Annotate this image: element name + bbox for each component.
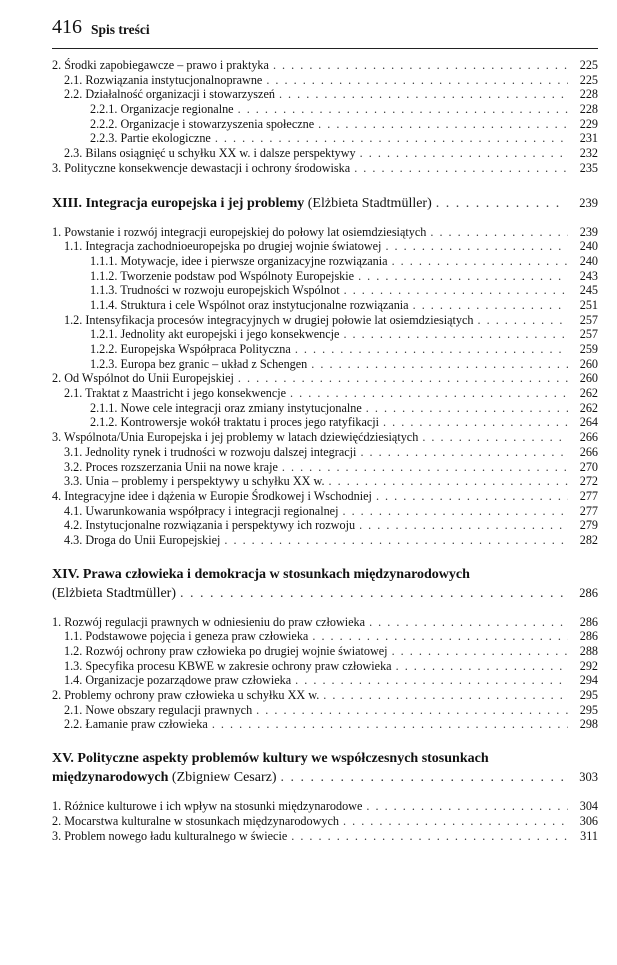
leader-dots [359, 518, 568, 533]
toc-entry[interactable] [52, 814, 598, 829]
toc-entry[interactable] [52, 688, 598, 703]
toc-entry-page: 260 [579, 371, 598, 386]
toc-entry-title: 2.3. Bilans osiągnięć u schyłku XX w. i dalsze perspektywy [64, 146, 356, 161]
toc-entry[interactable] [52, 401, 598, 416]
toc-entry-title: 3. Wspólnota/Unia Europejska i jej problemy w latach dziewięćdziesiątych [52, 430, 419, 445]
toc-entry[interactable] [52, 298, 598, 313]
toc-entry-page: 232 [579, 146, 598, 161]
toc-entry-title: 2.1. Traktat z Maastricht i jego konsekwencje [64, 386, 287, 401]
toc-entry[interactable] [52, 239, 598, 254]
toc-entry-page: 266 [579, 430, 598, 445]
toc-entry[interactable] [52, 489, 598, 504]
page-number: 416 [52, 16, 82, 38]
leader-dots [478, 313, 568, 328]
toc-entry-page: 228 [579, 102, 598, 117]
leader-dots [360, 146, 568, 161]
toc-entry-page: 257 [579, 327, 598, 342]
leader-dots [311, 357, 568, 372]
toc-entry-page: 251 [579, 297, 598, 312]
toc-entry[interactable] [52, 357, 598, 372]
toc-entry-title: 1.3. Specyfika procesu KBWE w zakresie ochrony praw człowieka [64, 658, 392, 673]
toc-entry-page: 272 [579, 474, 598, 489]
toc-entry[interactable] [52, 342, 598, 357]
toc-entry[interactable] [52, 829, 598, 844]
toc-entry[interactable] [52, 146, 598, 161]
chapter-title: XIII. Integracja europejska i jej problemy [52, 195, 305, 211]
toc-entry-title: 4.3. Droga do Unii Europejskiej [64, 532, 221, 547]
toc-section-continued [52, 58, 598, 176]
toc-entry-page: 243 [579, 268, 598, 283]
toc-entry-page: 295 [579, 702, 598, 717]
toc-entry-page: 260 [579, 356, 598, 371]
toc-entry[interactable] [52, 73, 598, 88]
chapter-heading-xiii[interactable] [52, 194, 598, 213]
leader-dots [369, 615, 568, 630]
toc-entry-title: 1.1. Podstawowe pojęcia i geneza praw człowieka [64, 629, 309, 644]
toc-entry[interactable] [52, 629, 598, 644]
toc-entry[interactable] [52, 283, 598, 298]
toc-entry[interactable] [52, 386, 598, 401]
toc-entry-title: 1. Powstanie i rozwój integracji europejskiej do połowy lat osiemdziesiątych [52, 224, 427, 239]
toc-entry[interactable] [52, 415, 598, 430]
running-head: Spis treści [91, 22, 150, 37]
toc-entry[interactable] [52, 460, 598, 475]
toc-entry-page: 225 [579, 72, 598, 87]
toc-entry-page: 231 [579, 131, 598, 146]
toc-entry-title: 1.1.3. Trudności w rozwoju europejskich Wspólnot [90, 283, 340, 298]
toc-entry[interactable] [52, 717, 598, 732]
leader-dots [290, 386, 568, 401]
leader-dots [273, 58, 568, 73]
toc-entry-page: 306 [579, 813, 598, 828]
toc-entry-page: 240 [579, 239, 598, 254]
chapter-heading-xv[interactable] [52, 750, 598, 787]
toc-entry-title: 4.2. Instytucjonalne rozwiązania i perspektywy ich rozwoju [64, 518, 356, 533]
leader-dots [256, 703, 568, 718]
toc-entry-title: 1. Rozwój regulacji prawnych w odniesieniu do praw człowieka [52, 614, 366, 629]
leader-dots [392, 254, 568, 269]
toc-entry-title: 4.1. Uwarunkowania współpracy i integracji regionalnej [64, 503, 339, 518]
toc-entry-title: 2. Od Wspólnot do Unii Europejskiej [52, 371, 234, 386]
toc-entry-title: 3. Problem nowego ładu kulturalnego w świecie [52, 828, 288, 843]
toc-entry-page: 311 [580, 828, 598, 843]
chapter-title: XIV. Prawa człowieka i demokracja w stosunkach międzynarodowych [52, 566, 470, 582]
page-header [52, 12, 598, 49]
toc-entry-page: 298 [579, 717, 598, 732]
toc-entry[interactable] [52, 474, 598, 489]
chapter-xiii-entries [52, 225, 598, 548]
toc-entry-title: 2.2. Łamanie praw człowieka [64, 717, 208, 732]
toc-entry-title: 2.2. Działalność organizacji i stowarzyszeń [64, 87, 275, 102]
leader-dots [266, 73, 568, 88]
toc-entry-page: 286 [579, 629, 598, 644]
leader-dots [279, 87, 568, 102]
toc-entry[interactable] [52, 644, 598, 659]
toc-entry[interactable] [52, 269, 598, 284]
leader-dots [238, 102, 568, 117]
leader-dots [295, 673, 568, 688]
toc-entry[interactable] [52, 445, 598, 460]
toc-entry-title: 2.1. Rozwiązania instytucjonalnoprawne [64, 72, 263, 87]
leader-dots [212, 717, 568, 732]
toc-entry-title: 1. Różnice kulturowe i ich wpływ na stosunki międzynarodowe [52, 799, 363, 814]
leader-dots [312, 629, 568, 644]
toc-entry-page: 266 [579, 444, 598, 459]
leader-dots [413, 298, 568, 313]
toc-entry[interactable] [52, 799, 598, 814]
toc-entry-page: 279 [579, 518, 598, 533]
toc-entry[interactable] [52, 117, 598, 132]
leader-dots [376, 489, 568, 504]
toc-entry-title: 2. Problemy ochrony praw człowieka u schyłku XX w. [52, 688, 320, 703]
toc-entry-title: 3.3. Unia – problemy i perspektywy u schyłku XX w. [64, 474, 325, 489]
toc-entry-page: 225 [579, 58, 598, 72]
toc-entry-title: 2.1.1. Nowe cele integracji oraz zmiany instytucjonalne [90, 400, 362, 415]
toc-entry-title: 1.1.2. Tworzenie podstaw pod Wspólnoty Europejskie [90, 268, 355, 283]
toc-entry-title: 2. Środki zapobiegawcze – prawo i praktyka [52, 58, 269, 72]
chapter-author: (Zbigniew Cesarz) [171, 770, 277, 786]
toc-entry-page: 239 [579, 224, 598, 239]
toc-entry-title: 1.1. Integracja zachodnioeuropejska po drugiej wojnie światowej [64, 239, 382, 254]
toc-entry-page: 228 [579, 87, 598, 102]
toc-entry-page: 292 [579, 658, 598, 673]
leader-dots [281, 769, 567, 787]
leader-dots [342, 504, 568, 519]
leader-dots [224, 533, 568, 548]
toc-entry-title: 2.2.1. Organizacje regionalne [90, 102, 234, 117]
leader-dots [366, 799, 568, 814]
toc-entry-page: 264 [579, 415, 598, 430]
toc-entry[interactable] [52, 430, 598, 445]
leader-dots [215, 131, 568, 146]
leader-dots [318, 117, 568, 132]
toc-entry-page: 286 [579, 614, 598, 629]
chapter-xv-entries [52, 799, 598, 843]
leader-dots [343, 814, 568, 829]
leader-dots [344, 283, 568, 298]
leader-dots [329, 474, 568, 489]
toc-entry-title: 1.2. Rozwój ochrony praw człowieka po drugiej wojnie światowej [64, 644, 388, 658]
leader-dots [385, 239, 568, 254]
toc-entry[interactable] [52, 371, 598, 386]
toc-entry-title: 3. Polityczne konsekwencje dewastacji i ochrony środowiska [52, 160, 351, 175]
toc-entry-title: 2.2.2. Organizacje i stowarzyszenia społeczne [90, 116, 315, 131]
toc-entry[interactable] [52, 254, 598, 269]
toc-entry[interactable] [52, 58, 598, 73]
toc-entry-page: 295 [579, 688, 598, 703]
toc-entry-title: 3.2. Proces rozszerzania Unii na nowe kraje [64, 459, 278, 474]
toc-entry[interactable] [52, 327, 598, 342]
toc-entry-page: 277 [579, 488, 598, 503]
toc-entry-title: 1.2. Intensyfikacja procesów integracyjnych w drugiej połowie lat osiemdziesiątych [64, 312, 474, 327]
leader-dots [358, 269, 568, 284]
leader-dots [343, 327, 568, 342]
leader-dots [354, 161, 568, 176]
toc-entry[interactable] [52, 518, 598, 533]
toc-entry[interactable] [52, 131, 598, 146]
toc-entry-page: 288 [579, 644, 598, 658]
leader-dots [323, 688, 568, 703]
chapter-author: (Elżbieta Stadtmüller) [307, 195, 432, 211]
chapter-title-line2: międzynarodowych [52, 770, 169, 786]
toc-entry-page: 262 [579, 400, 598, 415]
leader-dots [366, 401, 568, 416]
toc-entry[interactable] [52, 161, 598, 176]
toc-entry-title: 2.1. Nowe obszary regulacji prawnych [64, 702, 253, 717]
toc-entry-title: 1.1.4. Struktura i cele Wspólnot oraz instytucjonalne rozwiązania [90, 297, 409, 312]
toc-entry-title: 1.1.1. Motywacje, idee i pierwsze organizacyjne rozwiązania [90, 253, 388, 268]
toc-entry-page: 304 [579, 799, 598, 814]
toc-entry[interactable] [52, 225, 598, 240]
toc-entry-title: 2. Mocarstwa kulturalne w stosunkach międzynarodowych [52, 813, 340, 828]
toc-entry-title: 2.1.2. Kontrowersje wokół traktatu i proces jego ratyfikacji [90, 415, 380, 430]
chapter-author: (Elżbieta Stadtmüller) [52, 585, 177, 601]
toc-entry-page: 270 [579, 459, 598, 474]
leader-dots [396, 659, 568, 674]
leader-dots [392, 644, 568, 659]
toc-entry-title: 3.1. Jednolity rynek i trudności w rozwoju dalszej integracji [64, 444, 357, 459]
toc-entry[interactable] [52, 313, 598, 328]
toc-entry-title: 1.4. Organizacje pozarządowe praw człowieka [64, 673, 292, 688]
toc-entry-page: 229 [579, 116, 598, 131]
toc-entry[interactable] [52, 533, 598, 548]
toc-entry[interactable] [52, 504, 598, 519]
toc-entry-page: 282 [579, 532, 598, 547]
leader-dots [238, 371, 568, 386]
toc-entry-title: 1.2.1. Jednolity akt europejski i jego konsekwencje [90, 327, 340, 342]
toc-entry[interactable] [52, 659, 598, 674]
chapter-page: 303 [579, 770, 598, 785]
toc-entry-page: 235 [579, 160, 598, 175]
toc-entry-page: 257 [579, 312, 598, 327]
toc-entry-title: 1.2.3. Europa bez granic – układ z Schengen [90, 356, 308, 371]
chapter-heading-xiv[interactable] [52, 566, 598, 603]
toc-entry[interactable] [52, 615, 598, 630]
toc-entry-title: 1.2.2. Europejska Współpraca Polityczna [90, 342, 291, 356]
chapter-title-line1: XV. Polityczne aspekty problemów kultury we współczesnych stosunkach [52, 751, 489, 767]
leader-dots [430, 225, 568, 240]
leader-dots [383, 415, 568, 430]
toc-entry-title: 4. Integracyjne idee i dążenia w Europie Środkowej i Wschodniej [52, 488, 372, 503]
toc-entry[interactable] [52, 87, 598, 102]
toc-entry[interactable] [52, 102, 598, 117]
chapter-page: 286 [579, 585, 598, 600]
toc-entry-page: 262 [579, 386, 598, 401]
leader-dots [360, 445, 568, 460]
leader-dots [291, 829, 568, 844]
toc-entry-page: 240 [579, 253, 598, 268]
table-of-contents [52, 58, 598, 843]
leader-dots [282, 460, 568, 475]
leader-dots [436, 195, 566, 213]
toc-entry-title: 2.2.3. Partie ekologiczne [90, 131, 211, 146]
leader-dots [422, 430, 568, 445]
chapter-xiv-entries [52, 615, 598, 733]
toc-entry[interactable] [52, 703, 598, 718]
toc-entry-page: 294 [579, 673, 598, 688]
leader-dots [295, 342, 568, 357]
leader-dots [180, 585, 566, 603]
toc-entry-page: 259 [579, 342, 598, 356]
toc-entry-page: 245 [579, 283, 598, 298]
chapter-page: 239 [579, 195, 598, 210]
toc-entry-page: 277 [579, 503, 598, 518]
toc-entry[interactable] [52, 673, 598, 688]
